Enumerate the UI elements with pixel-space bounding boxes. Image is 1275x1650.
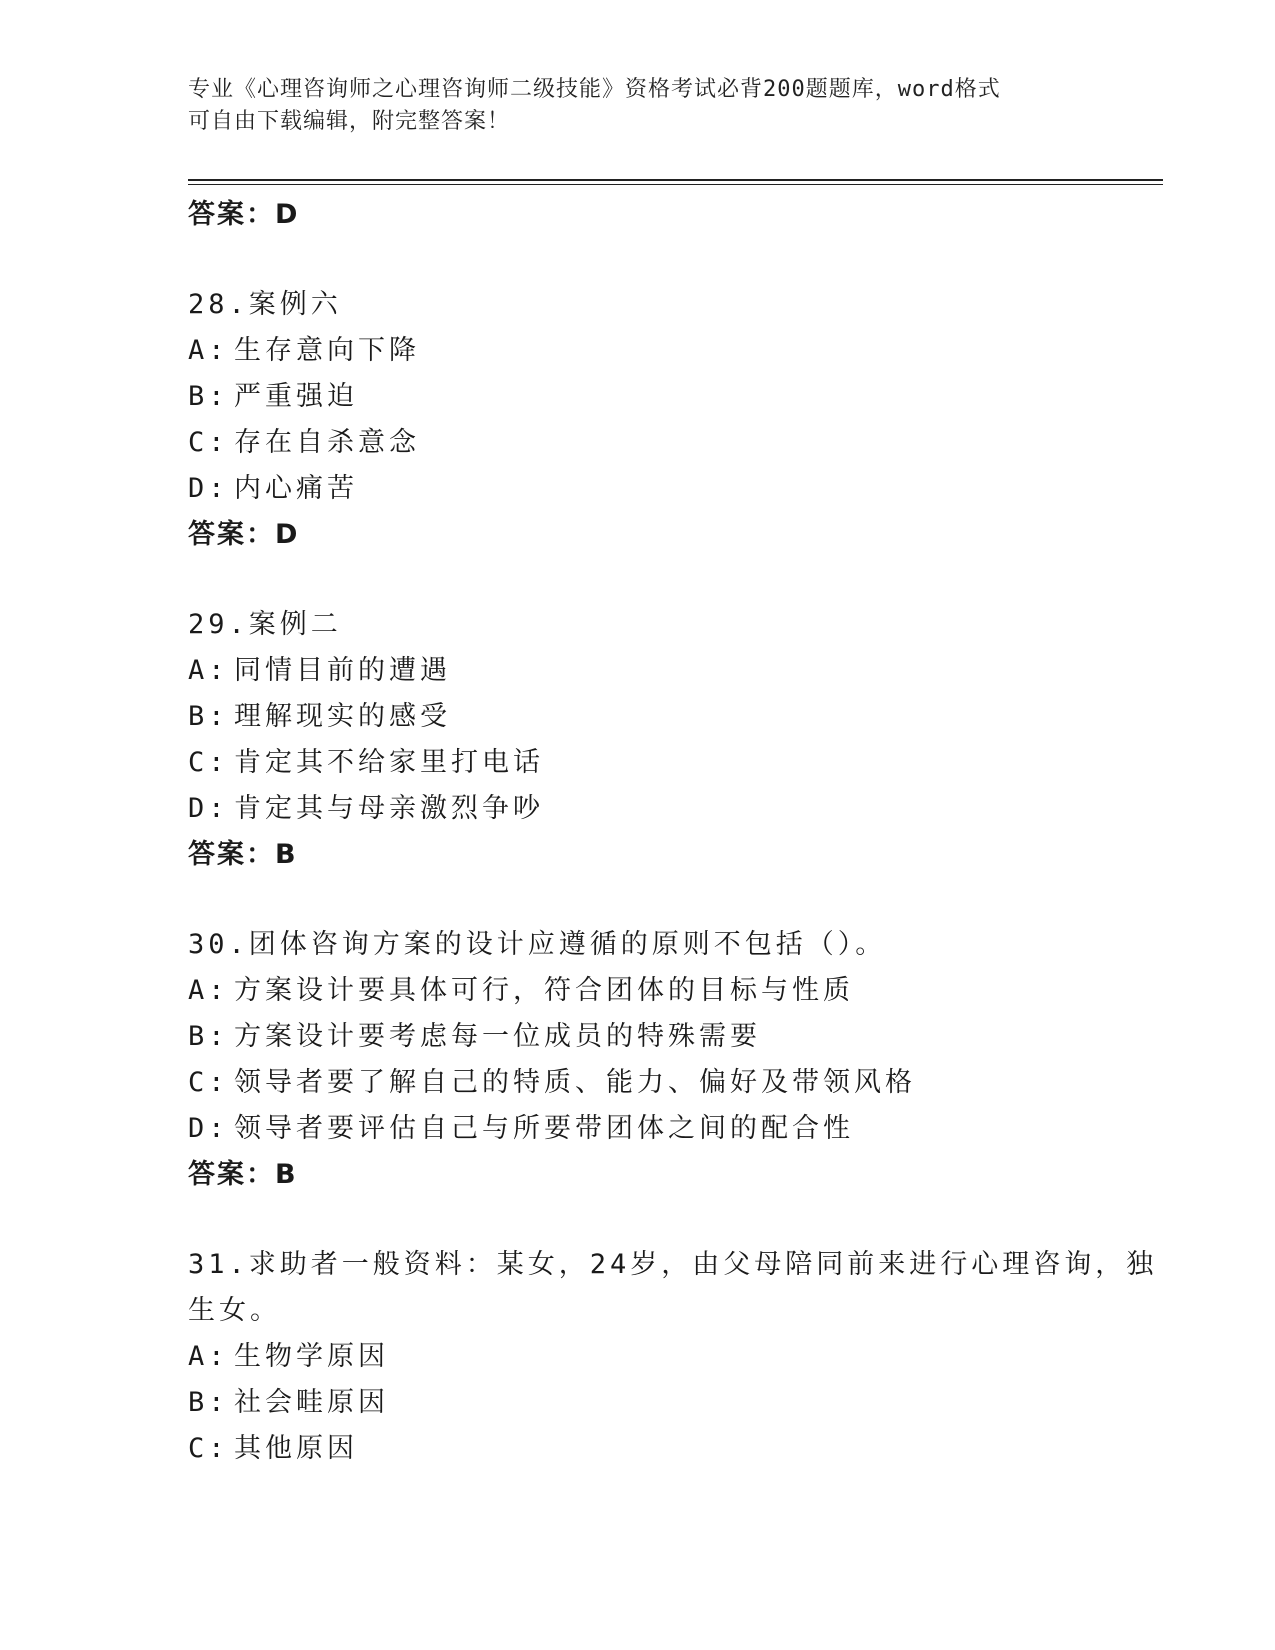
option-c: [188, 1060, 1088, 1106]
option-letter: A:: [188, 975, 229, 1006]
header-line-1: 专业《心理咨询师之心理咨询师二级技能》资格考试必背200题题库，word格式: [188, 77, 1001, 102]
option-letter: B:: [188, 1021, 229, 1052]
option-b: [188, 694, 1088, 740]
option-b: [188, 374, 1088, 420]
option-letter: C:: [188, 1433, 229, 1464]
option-letter: D:: [188, 793, 229, 824]
option-b: [188, 1014, 1088, 1060]
option-text: 严重强迫: [234, 381, 358, 412]
header-line-2: 可自由下载编辑，附完整答案！: [188, 109, 511, 134]
option-letter: A:: [188, 335, 229, 366]
option-text: 领导者要了解自己的特质、能力、偏好及带领风格: [234, 1067, 916, 1098]
option-c: [188, 1426, 1088, 1472]
option-text: 内心痛苦: [234, 473, 358, 504]
question-title: 29.案例二: [188, 609, 342, 640]
answer-line: 答案：D: [188, 199, 300, 230]
header-divider-thick: [188, 179, 1163, 181]
question-title: 30.团体咨询方案的设计应遵循的原则不包括（）。: [188, 929, 887, 960]
option-c: [188, 420, 1088, 466]
option-text: 方案设计要具体可行，符合团体的目标与性质: [234, 975, 854, 1006]
answer-line: 答案：B: [188, 839, 298, 870]
question-title-line-2: 生女。: [188, 1295, 281, 1326]
answer-line: 答案：D: [188, 519, 300, 550]
question-block: [188, 602, 1088, 878]
option-letter: B:: [188, 381, 229, 412]
option-text: 生存意向下降: [234, 335, 420, 366]
option-letter: C:: [188, 1067, 229, 1098]
option-text: 肯定其与母亲激烈争吵: [234, 793, 544, 824]
option-d: [188, 786, 1088, 832]
option-text: 理解现实的感受: [234, 701, 451, 732]
option-d: [188, 1106, 1088, 1152]
option-letter: A:: [188, 655, 229, 686]
spacer: [188, 1198, 1088, 1242]
spacer: [188, 558, 1088, 602]
question-block: [188, 922, 1088, 1198]
option-c: [188, 740, 1088, 786]
question-block: [188, 1242, 1158, 1472]
option-a: [188, 968, 1088, 1014]
option-b: [188, 1380, 1088, 1426]
option-letter: A:: [188, 1341, 229, 1372]
option-letter: B:: [188, 1387, 229, 1418]
option-text: 同情目前的遭遇: [234, 655, 451, 686]
spacer: [188, 878, 1088, 922]
option-letter: C:: [188, 747, 229, 778]
option-letter: C:: [188, 427, 229, 458]
header-divider-thin: [188, 184, 1163, 185]
option-letter: B:: [188, 701, 229, 732]
option-text: 方案设计要考虑每一位成员的特殊需要: [234, 1021, 761, 1052]
answer-line: 答案：B: [188, 1159, 298, 1190]
option-a: [188, 328, 1088, 374]
option-d: [188, 466, 1088, 512]
option-letter: D:: [188, 473, 229, 504]
option-text: 存在自杀意念: [234, 427, 420, 458]
option-a: [188, 648, 1088, 694]
question-title-line-1: 31.求助者一般资料：某女，24岁，由父母陪同前来进行心理咨询，独: [188, 1249, 1158, 1280]
question-list: [188, 192, 1158, 1472]
option-text: 生物学原因: [234, 1341, 389, 1372]
question-title: 28.案例六: [188, 289, 342, 320]
question-block: [188, 282, 1088, 558]
option-text: 社会畦原因: [234, 1387, 389, 1418]
page-header: [188, 74, 1078, 138]
option-text: 肯定其不给家里打电话: [234, 747, 544, 778]
option-letter: D:: [188, 1113, 229, 1144]
option-text: 其他原因: [234, 1433, 358, 1464]
spacer: [188, 238, 1088, 282]
option-a: [188, 1334, 1088, 1380]
option-text: 领导者要评估自己与所要带团体之间的配合性: [234, 1113, 854, 1144]
